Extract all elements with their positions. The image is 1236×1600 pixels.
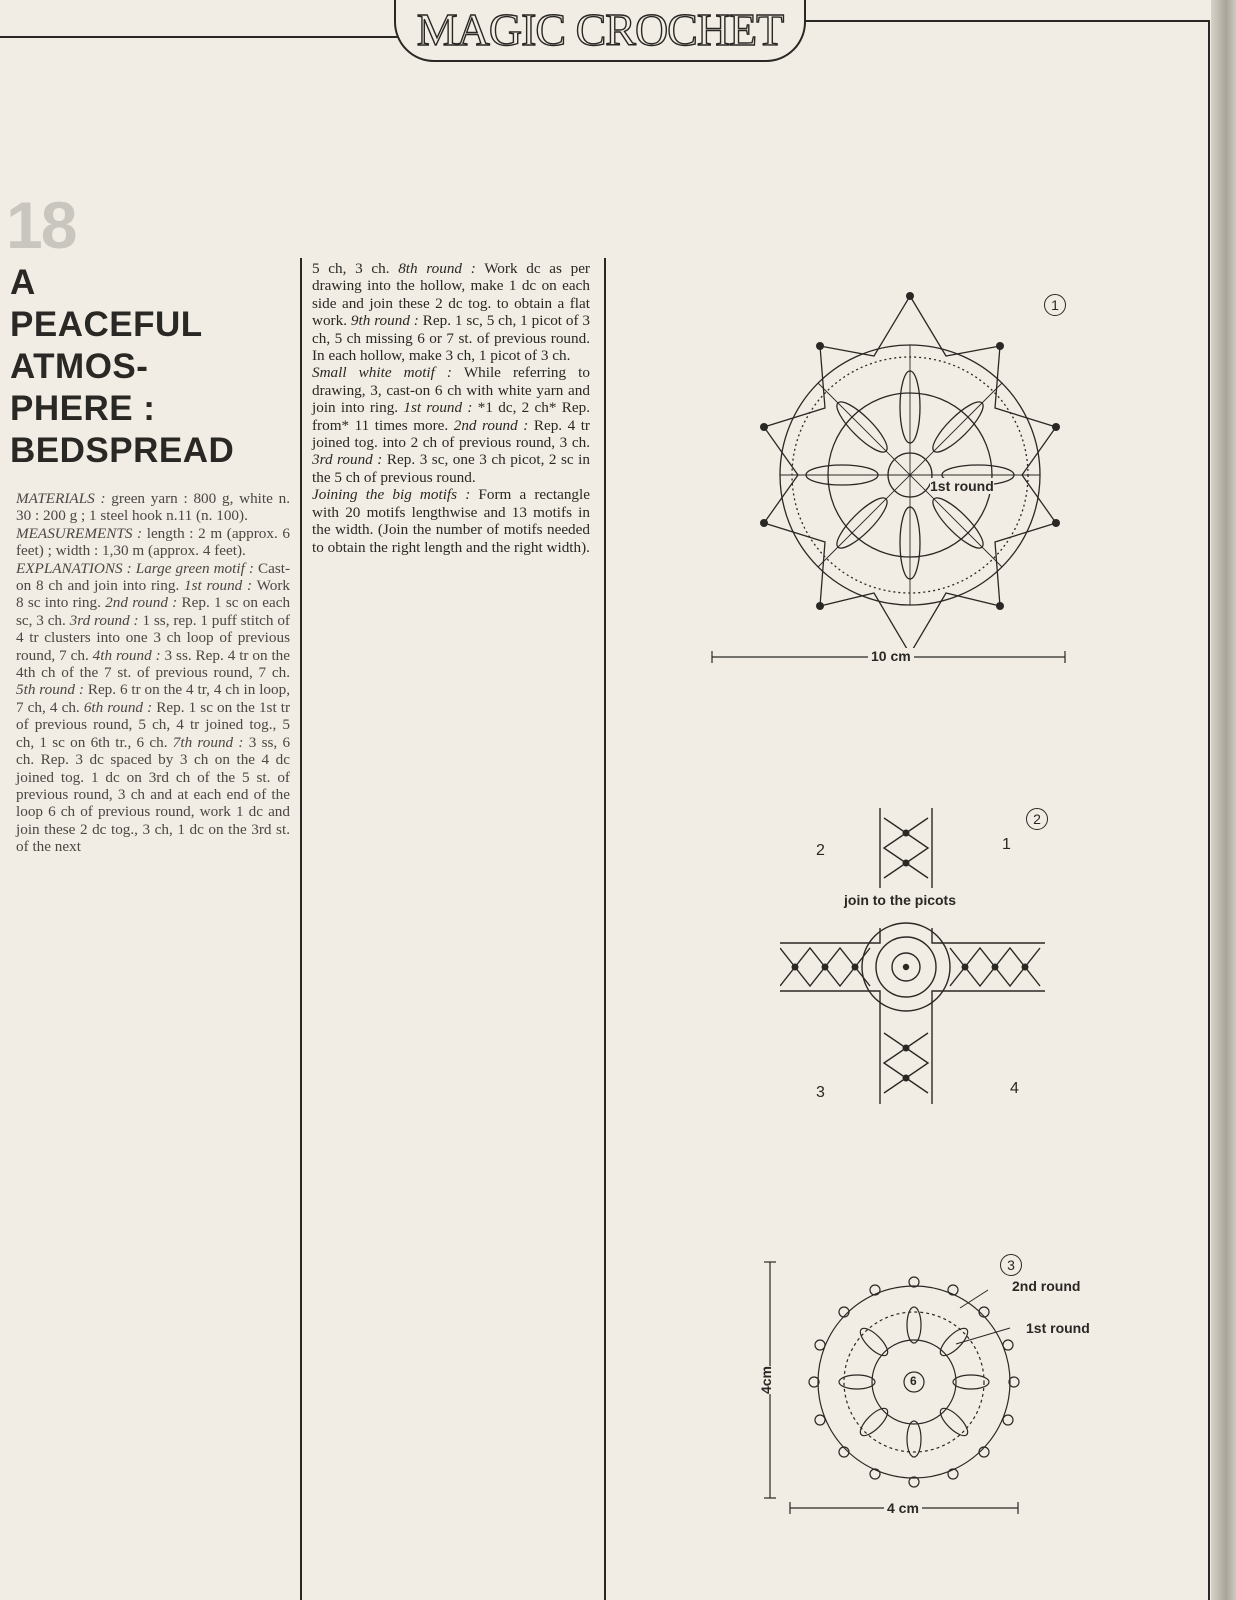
round-label: 7th round :	[172, 733, 244, 751]
round-label: 8th round :	[398, 260, 476, 277]
round-label: 1st round :	[184, 577, 253, 595]
corner-label: 4	[1010, 1080, 1019, 1097]
materials-label: MATERIALS :	[16, 490, 106, 507]
title-line: A	[10, 263, 36, 302]
diagram-number: 1	[1044, 294, 1066, 316]
corner-label: 2	[816, 842, 825, 859]
title-line: ATMOS-	[10, 347, 149, 386]
diagram-number: 3	[1000, 1254, 1022, 1276]
diagram-small-motif	[758, 1257, 1090, 1540]
diagram-number: 2	[1026, 808, 1048, 830]
chain-picots	[792, 830, 1029, 1082]
small-motif-drawing	[760, 1260, 1090, 1540]
title-line: PEACEFUL	[10, 305, 203, 344]
center-label: 6	[910, 1374, 917, 1388]
round-label: 1st round	[1026, 1320, 1090, 1336]
pattern-number: 18	[6, 188, 76, 262]
round-label: 1st round	[930, 478, 994, 494]
measurements-paragraph	[16, 525, 290, 560]
round-label: 4th round :	[92, 646, 161, 664]
diagram-large-motif	[700, 290, 1100, 680]
continued-paragraph: 5 ch, 3 ch. 8th round : Work dc as per drawing into the hollow, make 1 dc on each side and join these 2 dc tog. to obtain a flat work. 9th round : Rep. 1 sc, 5 ch, 1 picot of 3 ch, 5 ch missing 6 or 7 st. of previous round. In each hollow, make 3 ch, 1 picot of 3 ch.	[312, 260, 591, 365]
materials-text: green yarn : 800 g, white n. 30 : 200 g ; 1 steel hook n.11 (n. 100).	[16, 490, 290, 525]
frame-top-right	[796, 20, 1210, 22]
measurements-text: length : 2 m (approx. 6 feet) ; width : 1,30 m (approx. 4 feet).	[16, 524, 290, 560]
large-motif-drawing	[700, 290, 1100, 680]
corner-label: 1	[1002, 836, 1011, 853]
motif-label: Large green motif :	[135, 559, 254, 577]
round-label: 5th round :	[16, 681, 84, 699]
joining-drawing	[780, 808, 1080, 1128]
frame-top-left	[0, 36, 402, 38]
explanations-paragraph: EXPLANATIONS : Large green motif : Cast-on 8 ch and join into ring. 1st round : Work 8 sc into ring. 2nd round : Rep. 1 sc on each sc, 3 ch. 3rd round : 1 ss, rep. 1 puff stitch of 4 tr clusters into one 3 ch loop of previous round, 7 ch. 4th round : 3 ss. Rep. 4 tr on the 4th ch of the 7 st. of previous round, 7 ch. 5th round : Rep. 6 tr on the 4 tr, 4 ch in loop, 7 ch, 4 ch. 6th round : Rep. 1 sc on the 1st tr of previous round, 5 ch, 4 tr joined tog., 5 ch, 1 sc on 6th tr., 6 ch. 7th round : 3 ss, 6 ch. Rep. 3 dc spaced by 3 ch on the 4 dc joined tog. 1 dc on 3rd ch of the 5 st. of previous round, 3 ch and at each end of the loop 6 ch of previous round, work 1 dc and join these 2 dc tog., 3 ch, 1 dc on the 3rd st. of the next	[16, 559, 291, 856]
width-dimension-label: 4 cm	[884, 1500, 922, 1516]
title-line: PHERE :	[10, 389, 156, 428]
round-label: 2nd round :	[105, 594, 178, 612]
chain-top	[884, 818, 928, 878]
small-motif-paragraph: Small white motif : While referring to drawing, 3, cast-on 6 ch with white yarn and join into ring. 1st round : *1 dc, 2 ch* Rep. from* 11 times more. 2nd round : Rep. 4 tr joined tog. into 2 ch of previous round, 3 ch. 3rd round : Rep. 3 sc, one 3 ch picot, 2 sc in the 5 ch of previous round.	[312, 364, 591, 486]
page-edge	[1211, 0, 1236, 1600]
height-dimension-label: 4cm	[758, 1365, 775, 1395]
column-divider	[300, 258, 302, 1600]
joining-label: Joining the big motifs :	[312, 486, 471, 504]
corner-label: 3	[816, 1084, 825, 1101]
join-label: join to the picots	[844, 892, 956, 908]
pattern-title	[10, 262, 290, 472]
dimension-label: 10 cm	[868, 648, 914, 664]
column-divider	[604, 258, 606, 1600]
round-label: 3rd round :	[69, 611, 139, 629]
materials-paragraph	[16, 490, 290, 525]
chain-bottom	[884, 1033, 928, 1093]
measurements-label: MEASUREMENTS :	[16, 524, 143, 542]
instructions-middle-column	[312, 260, 590, 556]
round-label: 3rd round :	[312, 451, 383, 469]
title-line: BEDSPREAD	[10, 431, 235, 470]
frame-right	[1208, 20, 1210, 1600]
diagram-joining	[780, 808, 1080, 1128]
magazine-title: MAGIC CROCHET	[416, 4, 784, 55]
round-label: 2nd round	[1012, 1278, 1081, 1294]
joining-paragraph: Joining the big motifs : Form a rectangle with 20 motifs lengthwise and 13 motifs in the width. (Join the number of motifs needed to obtain the right length and the right width).	[312, 486, 590, 556]
round-label: 2nd round :	[453, 416, 529, 434]
explanations-label: EXPLANATIONS :	[16, 559, 132, 577]
round-label: 1st round :	[403, 399, 473, 417]
round-label: 9th round :	[350, 312, 419, 330]
round-label: 6th round :	[83, 698, 153, 716]
motif-spokes	[780, 345, 1040, 605]
instructions-left-column	[16, 490, 290, 856]
small-motif-label: Small white motif :	[312, 364, 452, 382]
